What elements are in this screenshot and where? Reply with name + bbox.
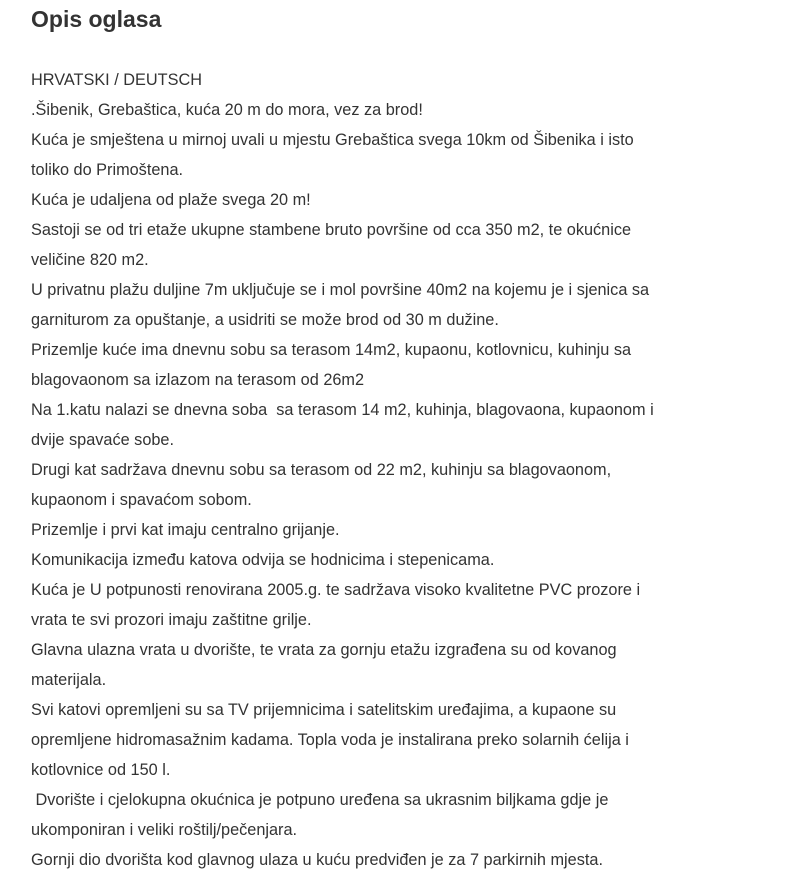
- description-line: opremljene hidromasažnim kadama. Topla voda je instalirana preko solarnih ćelija i: [31, 731, 629, 749]
- description-line: Sastoji se od tri etaže ukupne stambene bruto površine od cca 350 m2, te okućnice: [31, 221, 632, 239]
- description-line: Na 1.katu nalazi se dnevna soba sa terasom 14 m2, kuhinja, blagovaona, kupaonom i: [31, 401, 654, 419]
- description-line: Dvorište i cjelokupna okućnica je potpuno uređena sa ukrasnim biljkama gdje je: [31, 791, 609, 809]
- description-line: Svi katovi opremljeni su sa TV prijemnicima i satelitskim uređajima, a kupaone su: [31, 701, 617, 719]
- description-line: Prizemlje i prvi kat imaju centralno grijanje.: [31, 521, 340, 539]
- description-line: Komunikacija između katova odvija se hodnicima i stepenicama.: [31, 551, 495, 569]
- description-line: U privatnu plažu duljine 7m uključuje se i mol površine 40m2 na kojemu je i sjenica sa: [31, 281, 650, 299]
- description-line: HRVATSKI / DEUTSCH: [31, 71, 202, 89]
- description-line: Drugi kat sadržava dnevnu sobu sa terasom od 22 m2, kuhinju sa blagovaonom,: [31, 461, 612, 479]
- section-title: Opis oglasa: [31, 6, 162, 32]
- description-line: Kuća je U potpunosti renovirana 2005.g. te sadržava visoko kvalitetne PVC prozore i: [31, 581, 641, 599]
- description-line: ukomponiran i veliki roštilj/pečenjara.: [31, 821, 298, 839]
- description-line: Prizemlje kuće ima dnevnu sobu sa terasom 14m2, kupaonu, kotlovnicu, kuhinju sa: [31, 341, 632, 359]
- description-line: kupaonom i spavaćom sobom.: [31, 491, 252, 509]
- description-line: kotlovnice od 150 l.: [31, 761, 171, 779]
- ad-description-section: [31, 0, 771, 875]
- description-line: vrata te svi prozori imaju zaštitne grilje.: [31, 611, 312, 629]
- description-line: Gornji dio dvorišta kod glavnog ulaza u kuću predviđen je za 7 parkirnih mjesta.: [31, 851, 603, 869]
- description-line: materijala.: [31, 671, 107, 689]
- description-line: garniturom za opuštanje, a usidriti se može brod od 30 m dužine.: [31, 311, 499, 329]
- description-line: veličine 820 m2.: [31, 251, 149, 269]
- description-line: Kuća je udaljena od plaže svega 20 m!: [31, 191, 311, 209]
- ad-description-text: [31, 65, 771, 875]
- description-line: dvije spavaće sobe.: [31, 431, 175, 449]
- description-line: .Šibenik, Grebaštica, kuća 20 m do mora, vez za brod!: [31, 101, 423, 119]
- description-line: Kuća je smještena u mirnoj uvali u mjestu Grebaštica svega 10km od Šibenika i isto: [31, 131, 634, 149]
- description-line: toliko do Primoštena.: [31, 161, 184, 179]
- description-line: blagovaonom sa izlazom na terasom od 26m2: [31, 371, 365, 389]
- description-line: Glavna ulazna vrata u dvorište, te vrata za gornju etažu izgrađena su od kovanog: [31, 641, 617, 659]
